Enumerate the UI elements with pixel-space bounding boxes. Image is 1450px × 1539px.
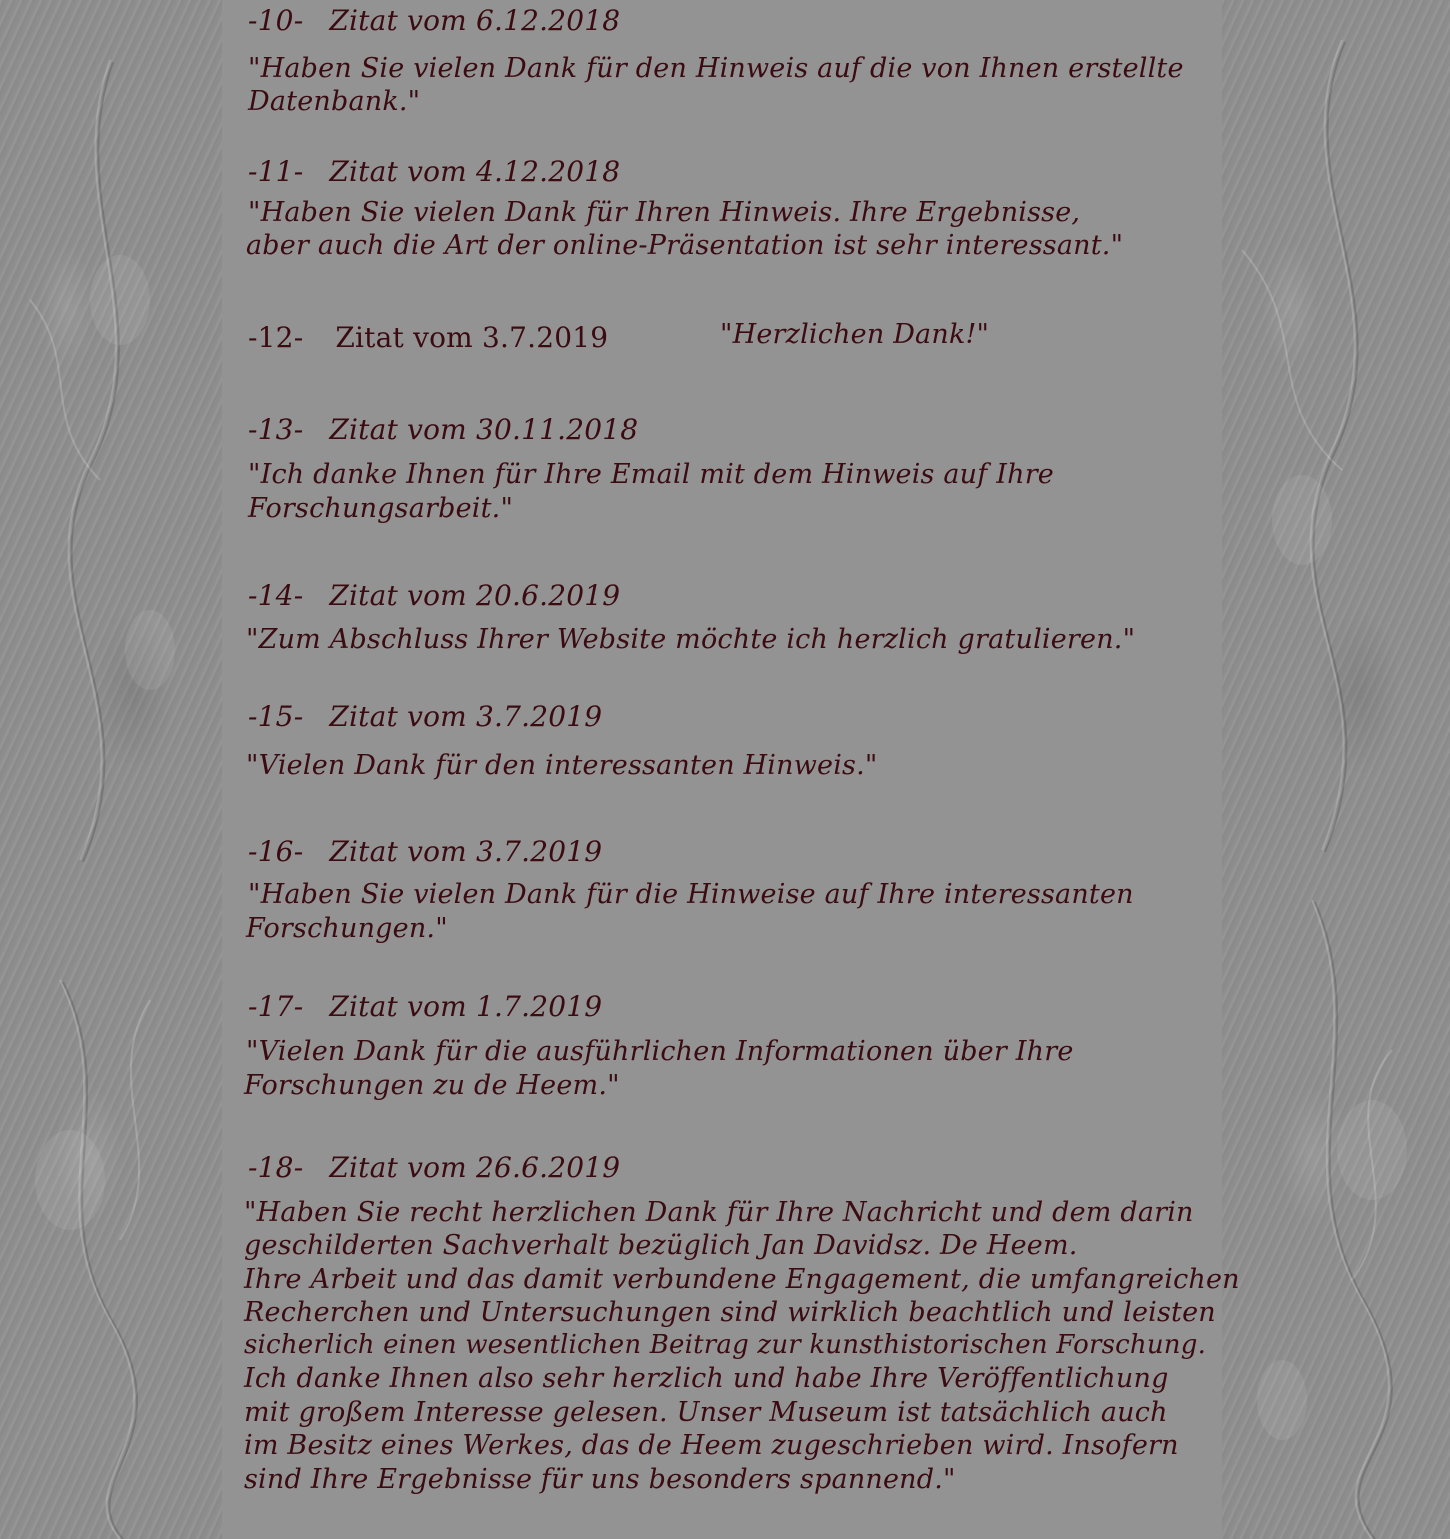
quote-date: Zitat vom 3.7.2019 xyxy=(329,700,603,733)
left-decorative-background xyxy=(0,0,222,1539)
quote-17-line-1: "Vielen Dank für die ausführlichen Informationen über Ihre xyxy=(246,1036,1074,1067)
quote-10-line-1: "Haben Sie vielen Dank für den Hinweis auf die von Ihnen erstellte xyxy=(248,53,1184,84)
quote-date: Zitat vom 1.7.2019 xyxy=(329,990,603,1023)
quote-number: -15- xyxy=(248,700,304,733)
quote-13-heading xyxy=(248,413,638,446)
quote-number: -11- xyxy=(248,155,304,188)
quote-14-line-1: "Zum Abschluss Ihrer Website möchte ich herzlich gratulieren." xyxy=(246,624,1136,655)
quote-17-heading xyxy=(248,990,602,1023)
quote-date: Zitat vom 6.12.2018 xyxy=(329,4,621,37)
quote-date: Zitat vom 30.11.2018 xyxy=(329,413,639,446)
quote-12-line-1: "Herzlichen Dank!" xyxy=(720,319,990,350)
quote-number: -16- xyxy=(248,835,304,868)
quote-18-line-4: Recherchen und Untersuchungen sind wirklich beachtlich und leisten xyxy=(244,1297,1216,1328)
quote-18-line-9: sind Ihre Ergebnisse für uns besonders spannend." xyxy=(244,1464,956,1495)
quote-14-heading xyxy=(248,579,620,612)
quote-18-line-5: sicherlich einen wesentlichen Beitrag zur kunsthistorischen Forschung. xyxy=(244,1330,1207,1360)
quote-13-line-2: Forschungsarbeit." xyxy=(248,493,514,524)
quote-number: -13- xyxy=(248,413,304,446)
quote-16-line-2: Forschungen." xyxy=(246,913,448,944)
quote-17-line-2: Forschungen zu de Heem." xyxy=(244,1070,620,1101)
quote-15-line-1: "Vielen Dank für den interessanten Hinweis." xyxy=(246,750,878,781)
quote-16-line-1: "Haben Sie vielen Dank für die Hinweise auf Ihre interessanten xyxy=(248,879,1134,910)
quote-10-line-2: Datenbank." xyxy=(248,86,421,117)
quote-number: -12- xyxy=(248,321,304,354)
quote-11-line-2: aber auch die Art der online-Präsentation ist sehr interessant." xyxy=(246,230,1124,261)
embossed-plant-ornament-left xyxy=(0,0,222,1539)
quote-10-heading xyxy=(248,4,620,37)
quote-date: Zitat vom 4.12.2018 xyxy=(329,155,621,188)
quote-18-line-8: im Besitz eines Werkes, das de Heem zugeschrieben wird. Insofern xyxy=(244,1430,1179,1461)
quote-18-heading xyxy=(248,1151,620,1184)
quote-number: -18- xyxy=(248,1151,304,1184)
quote-18-line-3: Ihre Arbeit und das damit verbundene Engagement, die umfangreichen xyxy=(244,1264,1240,1295)
quote-18-line-6: Ich danke Ihnen also sehr herzlich und habe Ihre Veröffentlichung xyxy=(244,1363,1169,1394)
quote-date: Zitat vom 3.7.2019 xyxy=(329,835,603,868)
quote-11-line-1: "Haben Sie vielen Dank für Ihren Hinweis. Ihre Ergebnisse, xyxy=(248,197,1081,228)
quote-number: -14- xyxy=(248,579,304,612)
quote-date: Zitat vom 3.7.2019 xyxy=(335,321,609,354)
quote-11-heading xyxy=(248,155,620,188)
quote-18-line-2: geschilderten Sachverhalt bezüglich Jan Davidsz. De Heem. xyxy=(244,1230,1078,1261)
quote-number: -17- xyxy=(248,990,304,1023)
quote-date: Zitat vom 20.6.2019 xyxy=(329,579,621,612)
embossed-plant-ornament-right xyxy=(1222,0,1450,1539)
quote-number: -10- xyxy=(248,4,304,37)
quote-date: Zitat vom 26.6.2019 xyxy=(329,1151,621,1184)
quote-18-line-7: mit großem Interesse gelesen. Unser Museum ist tatsächlich auch xyxy=(244,1397,1168,1428)
quote-12-heading xyxy=(248,321,608,354)
quote-18-line-1: "Haben Sie recht herzlichen Dank für Ihre Nachricht und dem darin xyxy=(244,1197,1194,1228)
quote-13-line-1: "Ich danke Ihnen für Ihre Email mit dem Hinweis auf Ihre xyxy=(248,459,1054,490)
quote-16-heading xyxy=(248,835,602,868)
right-decorative-background xyxy=(1222,0,1450,1539)
quote-15-heading xyxy=(248,700,602,733)
